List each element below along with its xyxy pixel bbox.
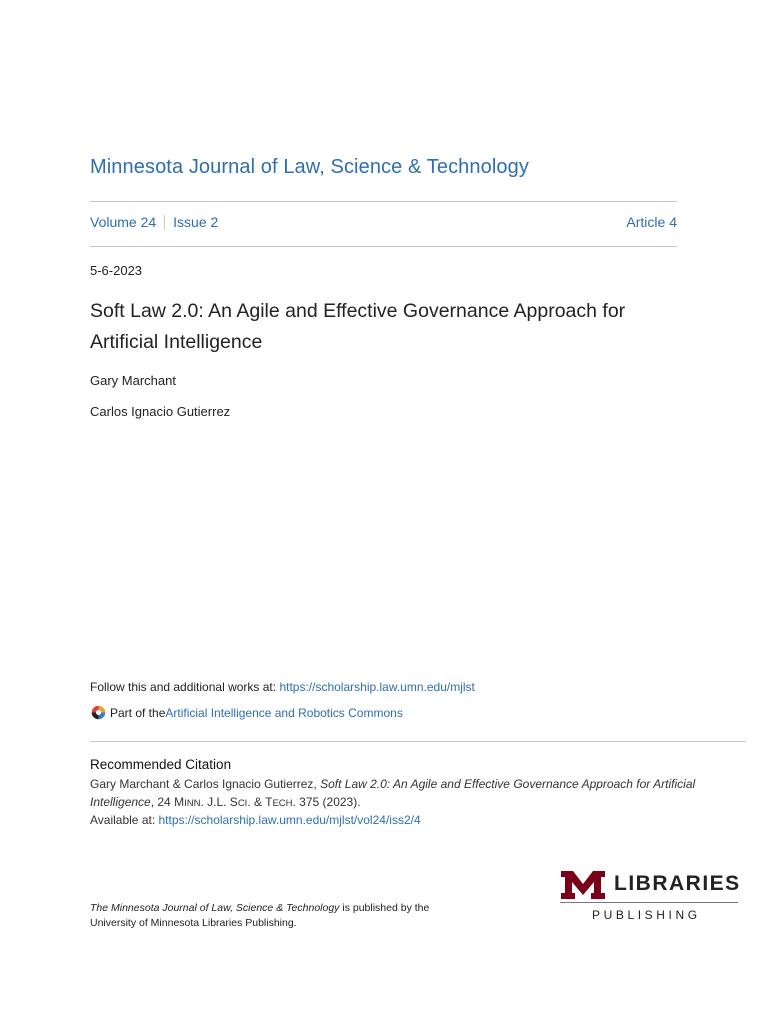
citation-minn-sc: INN bbox=[184, 797, 201, 809]
article-title bbox=[90, 296, 690, 358]
citation-tech-sc: ECH bbox=[272, 797, 293, 809]
recommended-citation-heading: Recommended Citation bbox=[90, 757, 232, 772]
umn-libraries-publishing-logo bbox=[560, 866, 740, 930]
citation-tech: T bbox=[265, 794, 273, 809]
available-url-link[interactable]: https://scholarship.law.umn.edu/mjlst/vol24/iss2/4 bbox=[158, 813, 421, 827]
network-commons-icon bbox=[90, 704, 107, 721]
citation-line-3 bbox=[90, 812, 740, 830]
article-title-line-1: Soft Law 2.0: An Agile and Effective Governance Approach for bbox=[90, 300, 626, 322]
citation-authors: Gary Marchant & Carlos Ignacio Gutierrez, bbox=[90, 777, 321, 791]
footer-line-2: University of Minnesota Libraries Publishing. bbox=[90, 917, 297, 929]
citation-volume: , 24 bbox=[150, 794, 175, 809]
logo-divider bbox=[560, 902, 738, 903]
follow-label: Follow this and additional works at: bbox=[90, 680, 280, 694]
recommended-citation-body bbox=[90, 776, 740, 830]
journal-title-link[interactable]: Minnesota Journal of Law, Science & Technology bbox=[90, 156, 529, 178]
part-of-label: Part of the bbox=[110, 705, 166, 720]
citation-title-part-2: Intelligence bbox=[90, 794, 151, 809]
volume-issue-separator bbox=[164, 215, 165, 230]
publication-date: 5-6-2023 bbox=[90, 263, 143, 278]
author-2: Carlos Ignacio Gutierrez bbox=[90, 404, 231, 419]
follow-line bbox=[90, 680, 475, 694]
volume-issue-row bbox=[90, 214, 677, 230]
citation-sci-sc: CI bbox=[237, 797, 248, 809]
footer-journal-name: The Minnesota Journal of Law, Science & Technology bbox=[90, 902, 340, 914]
citation-line-2 bbox=[90, 794, 740, 813]
citation-amp: . & bbox=[247, 794, 266, 809]
citation-minn: M bbox=[174, 794, 185, 809]
block-m-logo-icon bbox=[560, 871, 606, 899]
citation-jl: . J.L. bbox=[200, 794, 230, 809]
citation-tail: . 375 (2023). bbox=[292, 794, 361, 809]
second-divider bbox=[90, 246, 677, 247]
part-of-line bbox=[90, 704, 403, 721]
available-label: Available at: bbox=[90, 813, 159, 827]
citation-sci: S bbox=[229, 794, 238, 809]
publishing-wordmark: PUBLISHING bbox=[592, 908, 701, 922]
footer-text-1: is published by the bbox=[339, 902, 430, 914]
publisher-footer bbox=[90, 901, 470, 931]
volume-link[interactable]: Volume 24 bbox=[90, 214, 157, 230]
footer-line-1 bbox=[90, 901, 470, 916]
article-link[interactable]: Article 4 bbox=[626, 214, 677, 230]
libraries-wordmark: LIBRARIES bbox=[614, 872, 741, 895]
article-title-line-2: Artificial Intelligence bbox=[90, 331, 263, 353]
top-divider bbox=[90, 201, 677, 202]
citation-title-part-1: Soft Law 2.0: An Agile and Effective Governance Approach for Artificial bbox=[320, 777, 696, 791]
commons-link[interactable]: Artificial Intelligence and Robotics Commons bbox=[165, 705, 403, 720]
citation-divider bbox=[90, 741, 746, 742]
author-1: Gary Marchant bbox=[90, 373, 176, 388]
citation-line-1 bbox=[90, 776, 740, 794]
follow-url-link[interactable]: https://scholarship.law.umn.edu/mjlst bbox=[279, 680, 475, 694]
issue-link[interactable]: Issue 2 bbox=[173, 214, 219, 230]
